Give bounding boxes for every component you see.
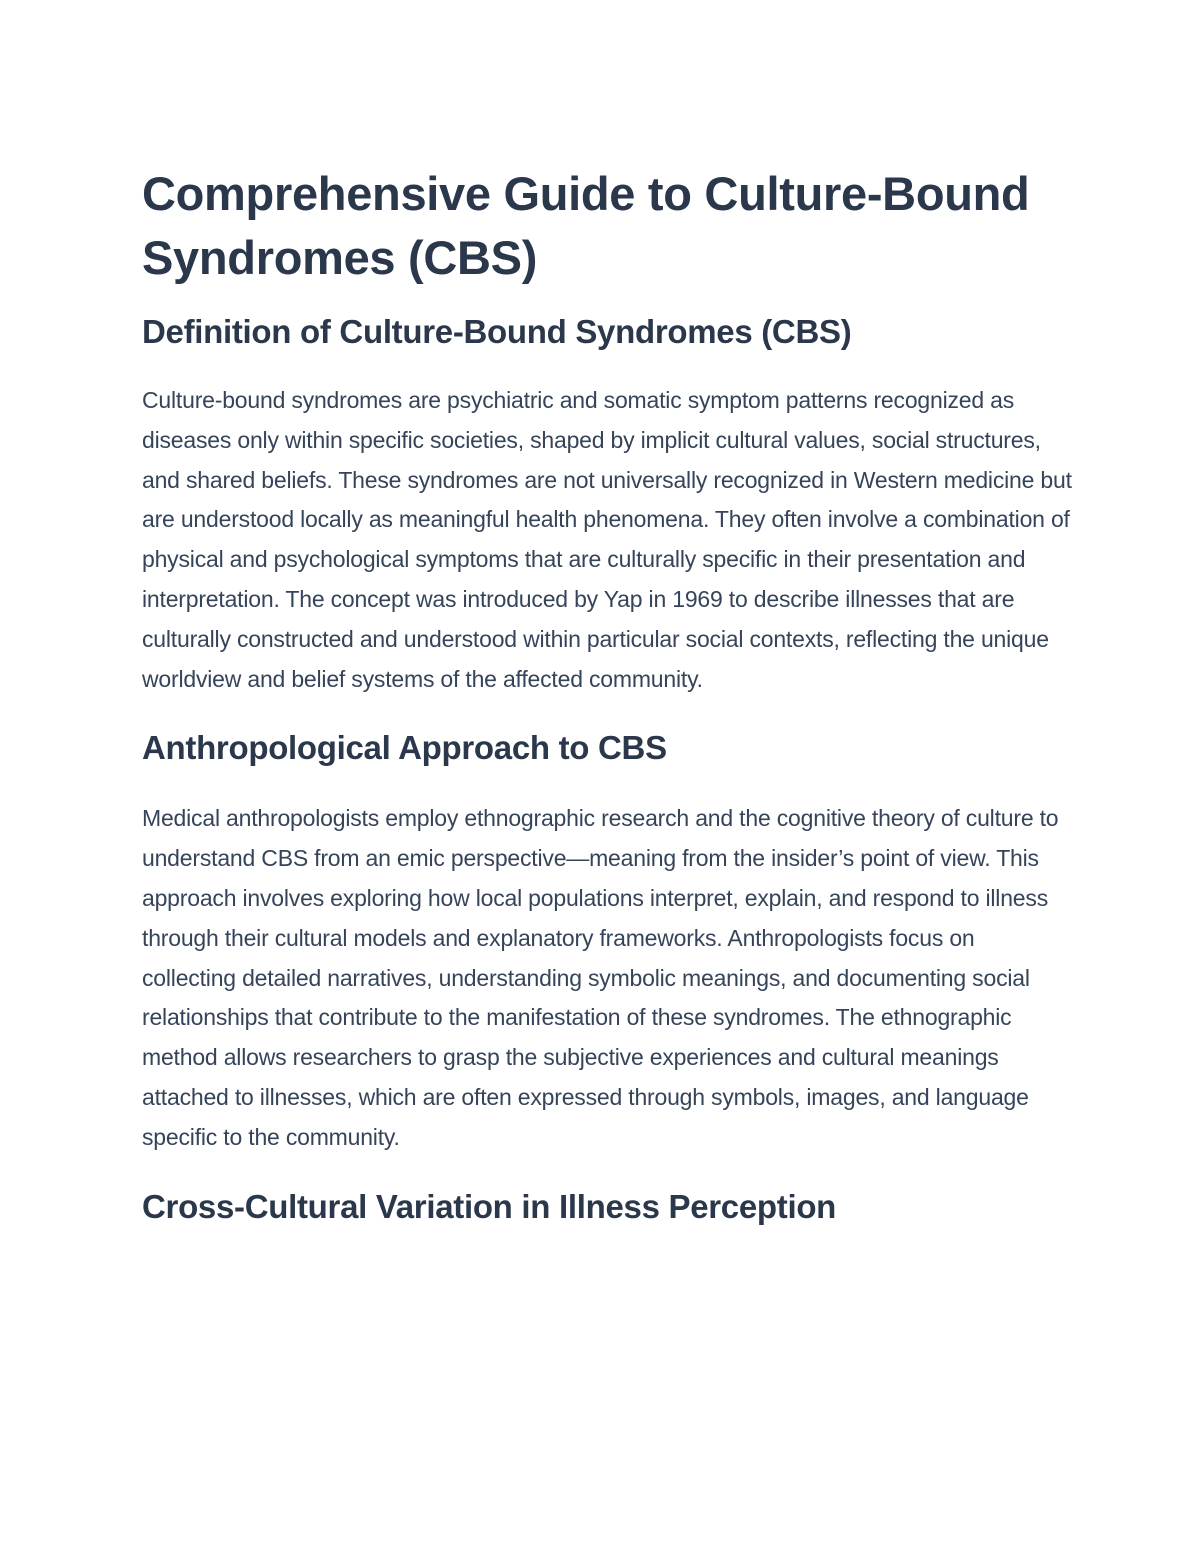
section-heading-anthropological-approach: Anthropological Approach to CBS (142, 729, 667, 767)
section-body-definition: Culture-bound syndromes are psychiatric and somatic symptom patterns recognized as diseases only within specific societies, shaped by implicit cultural values, social structures, and shared beliefs. These syndromes are not universally recognized in Western medicine but are understood locally as meaningful health phenomena. They often involve a combination of physical and psychological symptoms that are culturally specific in their presentation and interpretation. The concept was introduced by Yap in 1969 to describe illnesses that are culturally constructed and understood within particular social contexts, reflecting the unique worldview and belief systems of the affected community. (142, 387, 1072, 692)
section-heading-definition: Definition of Culture-Bound Syndromes (CBS) (142, 313, 852, 350)
document-page (142, 162, 1072, 1229)
section-heading-cross-cultural-variation: Cross-Cultural Variation in Illness Perception (142, 1187, 837, 1225)
section-body-anthropological-approach: Medical anthropologists employ ethnographic research and the cognitive theory of culture to understand CBS from an emic perspective—meaning from the insider’s point of view. This approach involves exploring how local populations interpret, explain, and respond to illness through their cultural models and explanatory frameworks. Anthropologists focus on collecting detailed narratives, understanding symbolic meanings, and documenting social relationships that contribute to the manifestation of these syndromes. The ethnographic method allows researchers to grasp the subjective experiences and cultural meanings attached to illnesses, which are often expressed through symbols, images, and language specific to the community. (142, 805, 1059, 1150)
document-title: Comprehensive Guide to Culture-Bound Syndromes (CBS) (142, 167, 1030, 284)
